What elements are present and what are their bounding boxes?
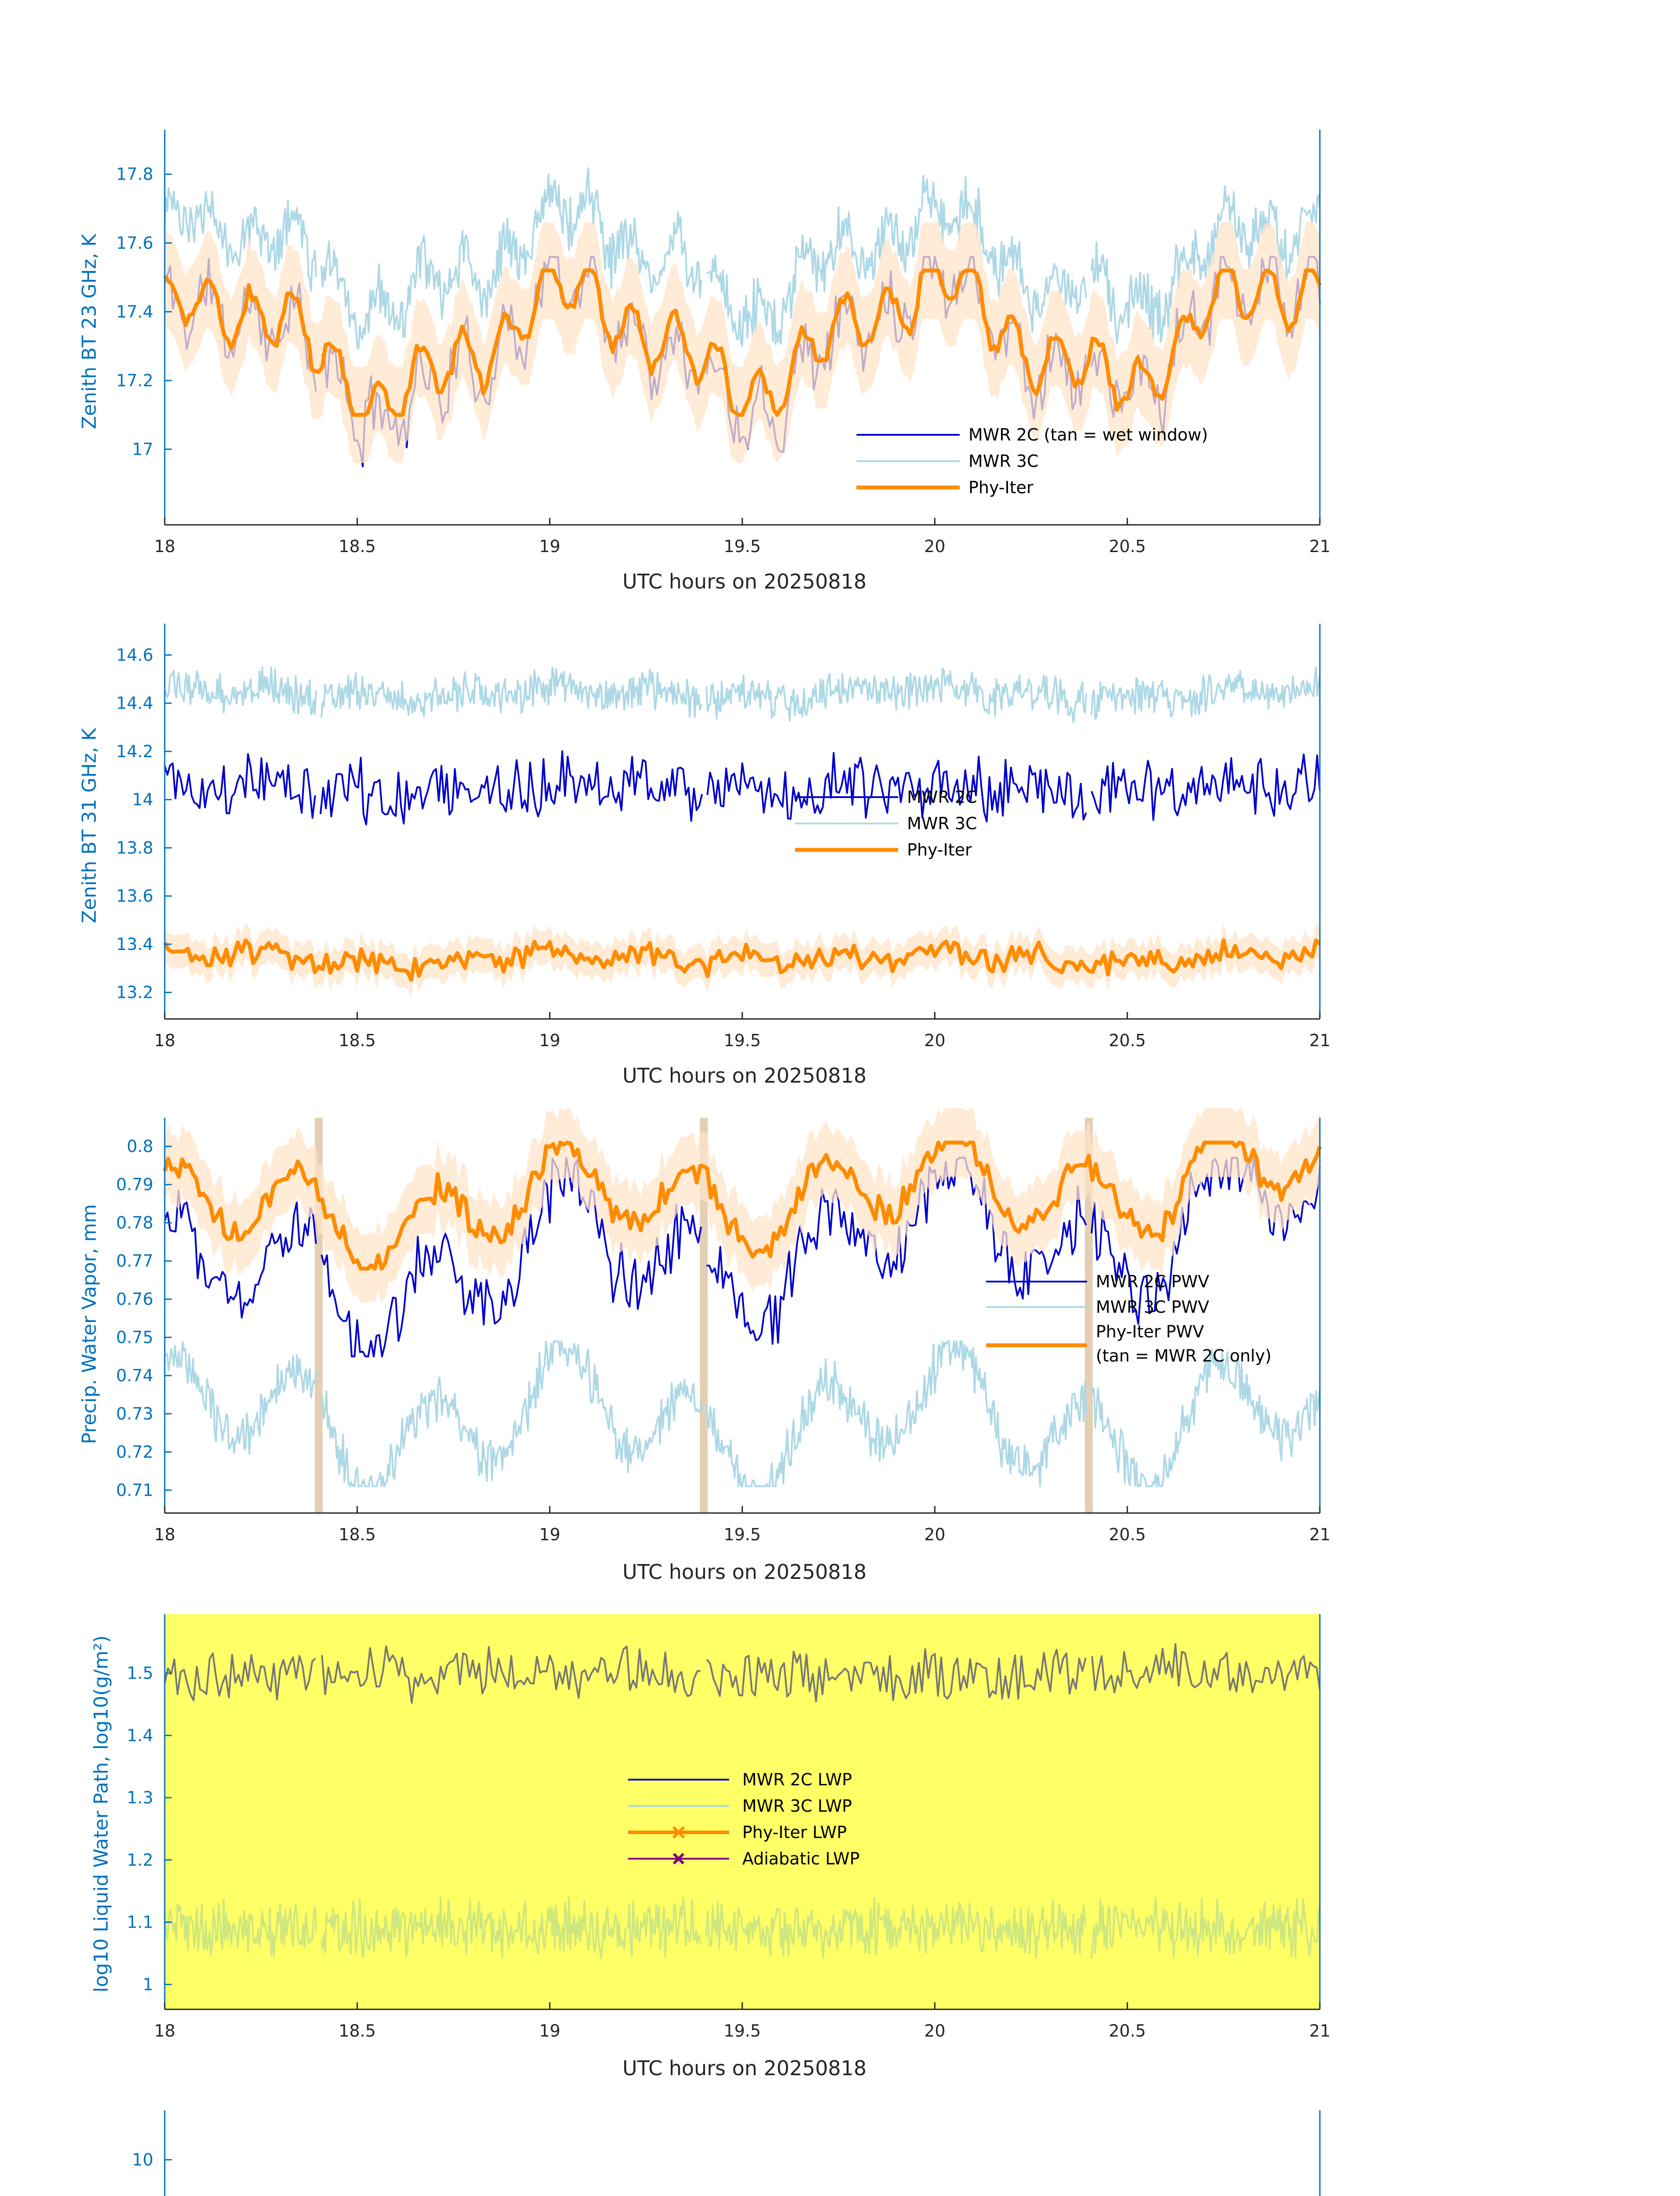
panel-4-xlabel: UTC hours on 20250818: [622, 2056, 867, 2080]
panel-2-ylabel: Zenith BT 31 GHz, K: [78, 728, 101, 924]
y-tick-label: 1.1: [126, 1912, 153, 1932]
y-tick-label: 17.4: [116, 302, 153, 321]
y-tick-label: 0.8: [126, 1137, 153, 1156]
y-tick-label: 14: [132, 790, 153, 809]
legend-label-phy-iter: Phy-Iter: [907, 840, 972, 860]
x-tick-label: 20.5: [1109, 1031, 1146, 1050]
x-tick-label: 18.5: [339, 1525, 376, 1544]
panel-4-ylabel: log10 Liquid Water Path, log10(g/m²): [90, 1635, 112, 1993]
y-tick-label: 0.78: [116, 1213, 153, 1233]
y-tick-label: 17: [132, 439, 153, 459]
panel-3-xlabel: UTC hours on 20250818: [622, 1560, 867, 1584]
legend-label-mwr2c: MWR 2C (tan = wet window): [968, 425, 1208, 444]
y-tick-label: 1.3: [126, 1788, 153, 1808]
legend-label-mwr2c: MWR 2C: [907, 787, 977, 807]
y-tick-label: 0.75: [116, 1328, 153, 1347]
x-tick-label: 18: [154, 1525, 176, 1544]
legend-label-mwr3c-pwv: MWR 3C PWV: [1096, 1297, 1210, 1317]
x-tick-label: 20: [924, 537, 946, 556]
x-tick-label: 19: [539, 1525, 560, 1544]
x-tick-label: 20.5: [1109, 1525, 1146, 1544]
x-tick-label: 18: [154, 2021, 176, 2041]
x-tick-label: 20.5: [1109, 2021, 1146, 2041]
panel-4-plot-area: [127, 1614, 1331, 2041]
y-tick-label: 0.76: [116, 1289, 153, 1309]
x-tick-label: 19: [539, 537, 560, 556]
panel-1-xlabel: UTC hours on 20250818: [622, 570, 867, 593]
y-tick-label: 1.5: [126, 1663, 153, 1683]
legend-label-mwr2c-pwv: MWR 2C PWV: [1096, 1272, 1210, 1291]
x-tick-label: 21: [1309, 1031, 1331, 1050]
panel-2-xlabel: UTC hours on 20250818: [622, 1064, 867, 1087]
x-tick-label: 21: [1309, 537, 1331, 556]
y-tick-label: 14.4: [116, 693, 153, 713]
y-tick-label: 1: [142, 1975, 153, 1994]
x-tick-label: 19: [539, 1031, 560, 1050]
legend-label-mwr3c-lwp: MWR 3C LWP: [742, 1796, 852, 1816]
legend-label-phy-iter: Phy-Iter: [968, 478, 1033, 497]
y-tick-label: 13.4: [116, 934, 153, 954]
legend-label-mwr2c-lwp: MWR 2C LWP: [742, 1770, 852, 1789]
y-tick-label: 13.6: [116, 886, 153, 906]
x-tick-label: 18.5: [339, 2021, 376, 2041]
y-tick-label: 13.2: [116, 982, 153, 1002]
legend-label-mwr3c: MWR 3C: [907, 814, 977, 833]
y-tick-label: 0.73: [116, 1404, 153, 1423]
panel-1-ylabel: Zenith BT 23 GHz, K: [78, 234, 101, 430]
legend-note-tan: (tan = MWR 2C only): [1096, 1346, 1272, 1365]
y-tick-label: 17.2: [116, 371, 153, 390]
legend-label-adiabatic-lwp: Adiabatic LWP: [742, 1849, 860, 1868]
x-tick-label: 19.5: [723, 1031, 761, 1050]
x-tick-label: 20: [924, 1031, 946, 1050]
y-tick-label: 0.79: [116, 1175, 153, 1195]
legend-label-phy-iter-pwv: Phy-Iter PWV: [1096, 1322, 1204, 1341]
y-tick-label: 10: [132, 2150, 153, 2170]
y-tick-label: 17.8: [116, 164, 153, 184]
y-tick-label: 17.6: [116, 233, 153, 253]
x-tick-label: 18: [154, 537, 176, 556]
y-tick-label: 1.2: [126, 1850, 153, 1870]
legend-label-phy-iter-lwp: Phy-Iter LWP: [742, 1823, 847, 1842]
x-tick-label: 19.5: [723, 537, 761, 556]
y-tick-label: 0.72: [116, 1442, 153, 1462]
y-tick-label: 13.8: [116, 838, 153, 858]
x-tick-label: 20: [924, 2021, 946, 2041]
x-tick-label: 19.5: [723, 1525, 761, 1544]
legend-label-mwr3c: MWR 3C: [968, 451, 1039, 471]
x-tick-label: 18.5: [339, 1031, 376, 1050]
x-tick-label: 21: [1309, 1525, 1331, 1544]
x-tick-label: 21: [1309, 2021, 1331, 2041]
x-tick-label: 18: [154, 1031, 176, 1050]
y-tick-label: 0.77: [116, 1251, 153, 1271]
x-tick-label: 18.5: [339, 537, 376, 556]
y-tick-label: 0.74: [116, 1365, 153, 1385]
x-tick-label: 20.5: [1109, 537, 1146, 556]
x-tick-label: 19.5: [723, 2021, 761, 2041]
panel-3-ylabel: Precip. Water Vapor, mm: [78, 1204, 101, 1445]
x-tick-label: 20: [924, 1525, 946, 1544]
x-tick-label: 19: [539, 2021, 560, 2041]
y-tick-label: 14.2: [116, 741, 153, 761]
y-tick-label: 14.6: [116, 645, 153, 665]
y-tick-label: 1.4: [126, 1726, 153, 1745]
y-tick-label: 0.71: [116, 1480, 153, 1500]
